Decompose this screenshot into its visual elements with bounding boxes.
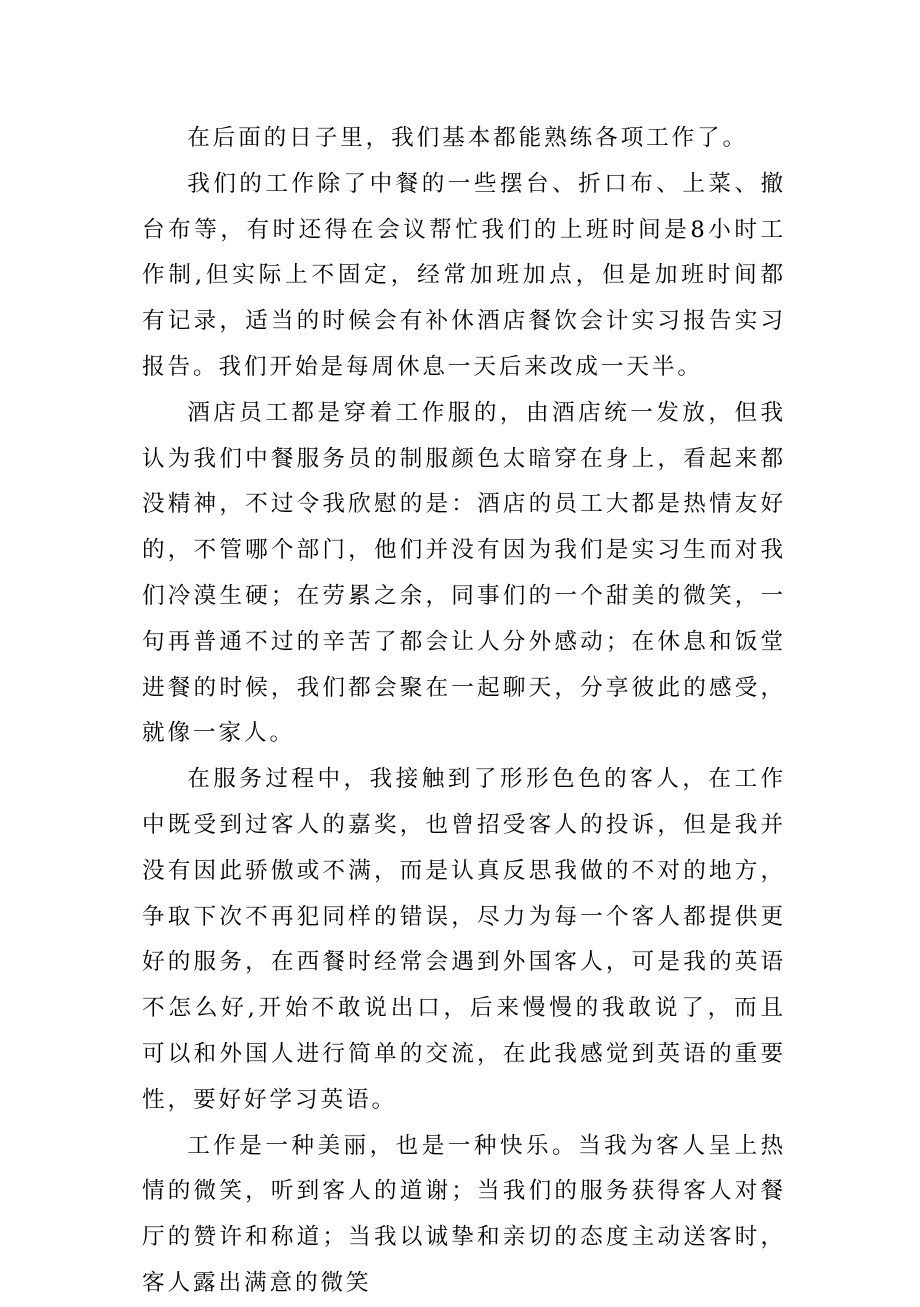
paragraph-1: 在后面的日子里，我们基本都能熟练各项工作了。 [187, 125, 749, 151]
paragraph-2: 我们的工作除了中餐的一些摆台、折口布、上菜、撤台布等，有时还得在会议帮忙我们的上班时间是8小时工作制,但实际上不固定，经常加班加点，但是加班时间都有记录，适当的时候会有补休酒店餐饮会计实习报告实习报告。我们开始是每周休息一天后来改成一天半。 [142, 170, 786, 380]
document-body [142, 116, 786, 1307]
paragraph-3: 酒店员工都是穿着工作服的，由酒店统一发放，但我认为我们中餐服务员的制服颜色太暗穿在身上，看起来都没精神，不过令我欣慰的是：酒店的员工大都是热情友好的，不管哪个部门，他们并没有因为我们是实习生而对我们冷漠生硬；在劳累之余，同事们的一个甜美的微笑，一句再普通不过的辛苦了都会让人分外感动；在休息和饭堂进餐的时候，我们都会聚在一起聊天，分享彼此的感受，就像一家人。 [142, 399, 786, 747]
paragraph-5: 工作是一种美丽，也是一种快乐。当我为客人呈上热情的微笑，听到客人的道谢；当我们的服务获得客人对餐厅的赞许和称道；当我以诚挚和亲切的态度主动送客时，客人露出满意的微笑 [142, 1132, 786, 1296]
paragraph-4: 在服务过程中，我接触到了形形色色的客人，在工作中既受到过客人的嘉奖，也曾招受客人的投诉，但是我并没有因此骄傲或不满，而是认真反思我做的不对的地方，争取下次不再犯同样的错误，尽力为每一个客人都提供更好的服务，在西餐时经常会遇到外国客人，可是我的英语不怎么好,开始不敢说出口，后来慢慢的我敢说了，而且可以和外国人进行简单的交流，在此我感觉到英语的重要性，要好好学习英语。 [142, 766, 786, 1113]
